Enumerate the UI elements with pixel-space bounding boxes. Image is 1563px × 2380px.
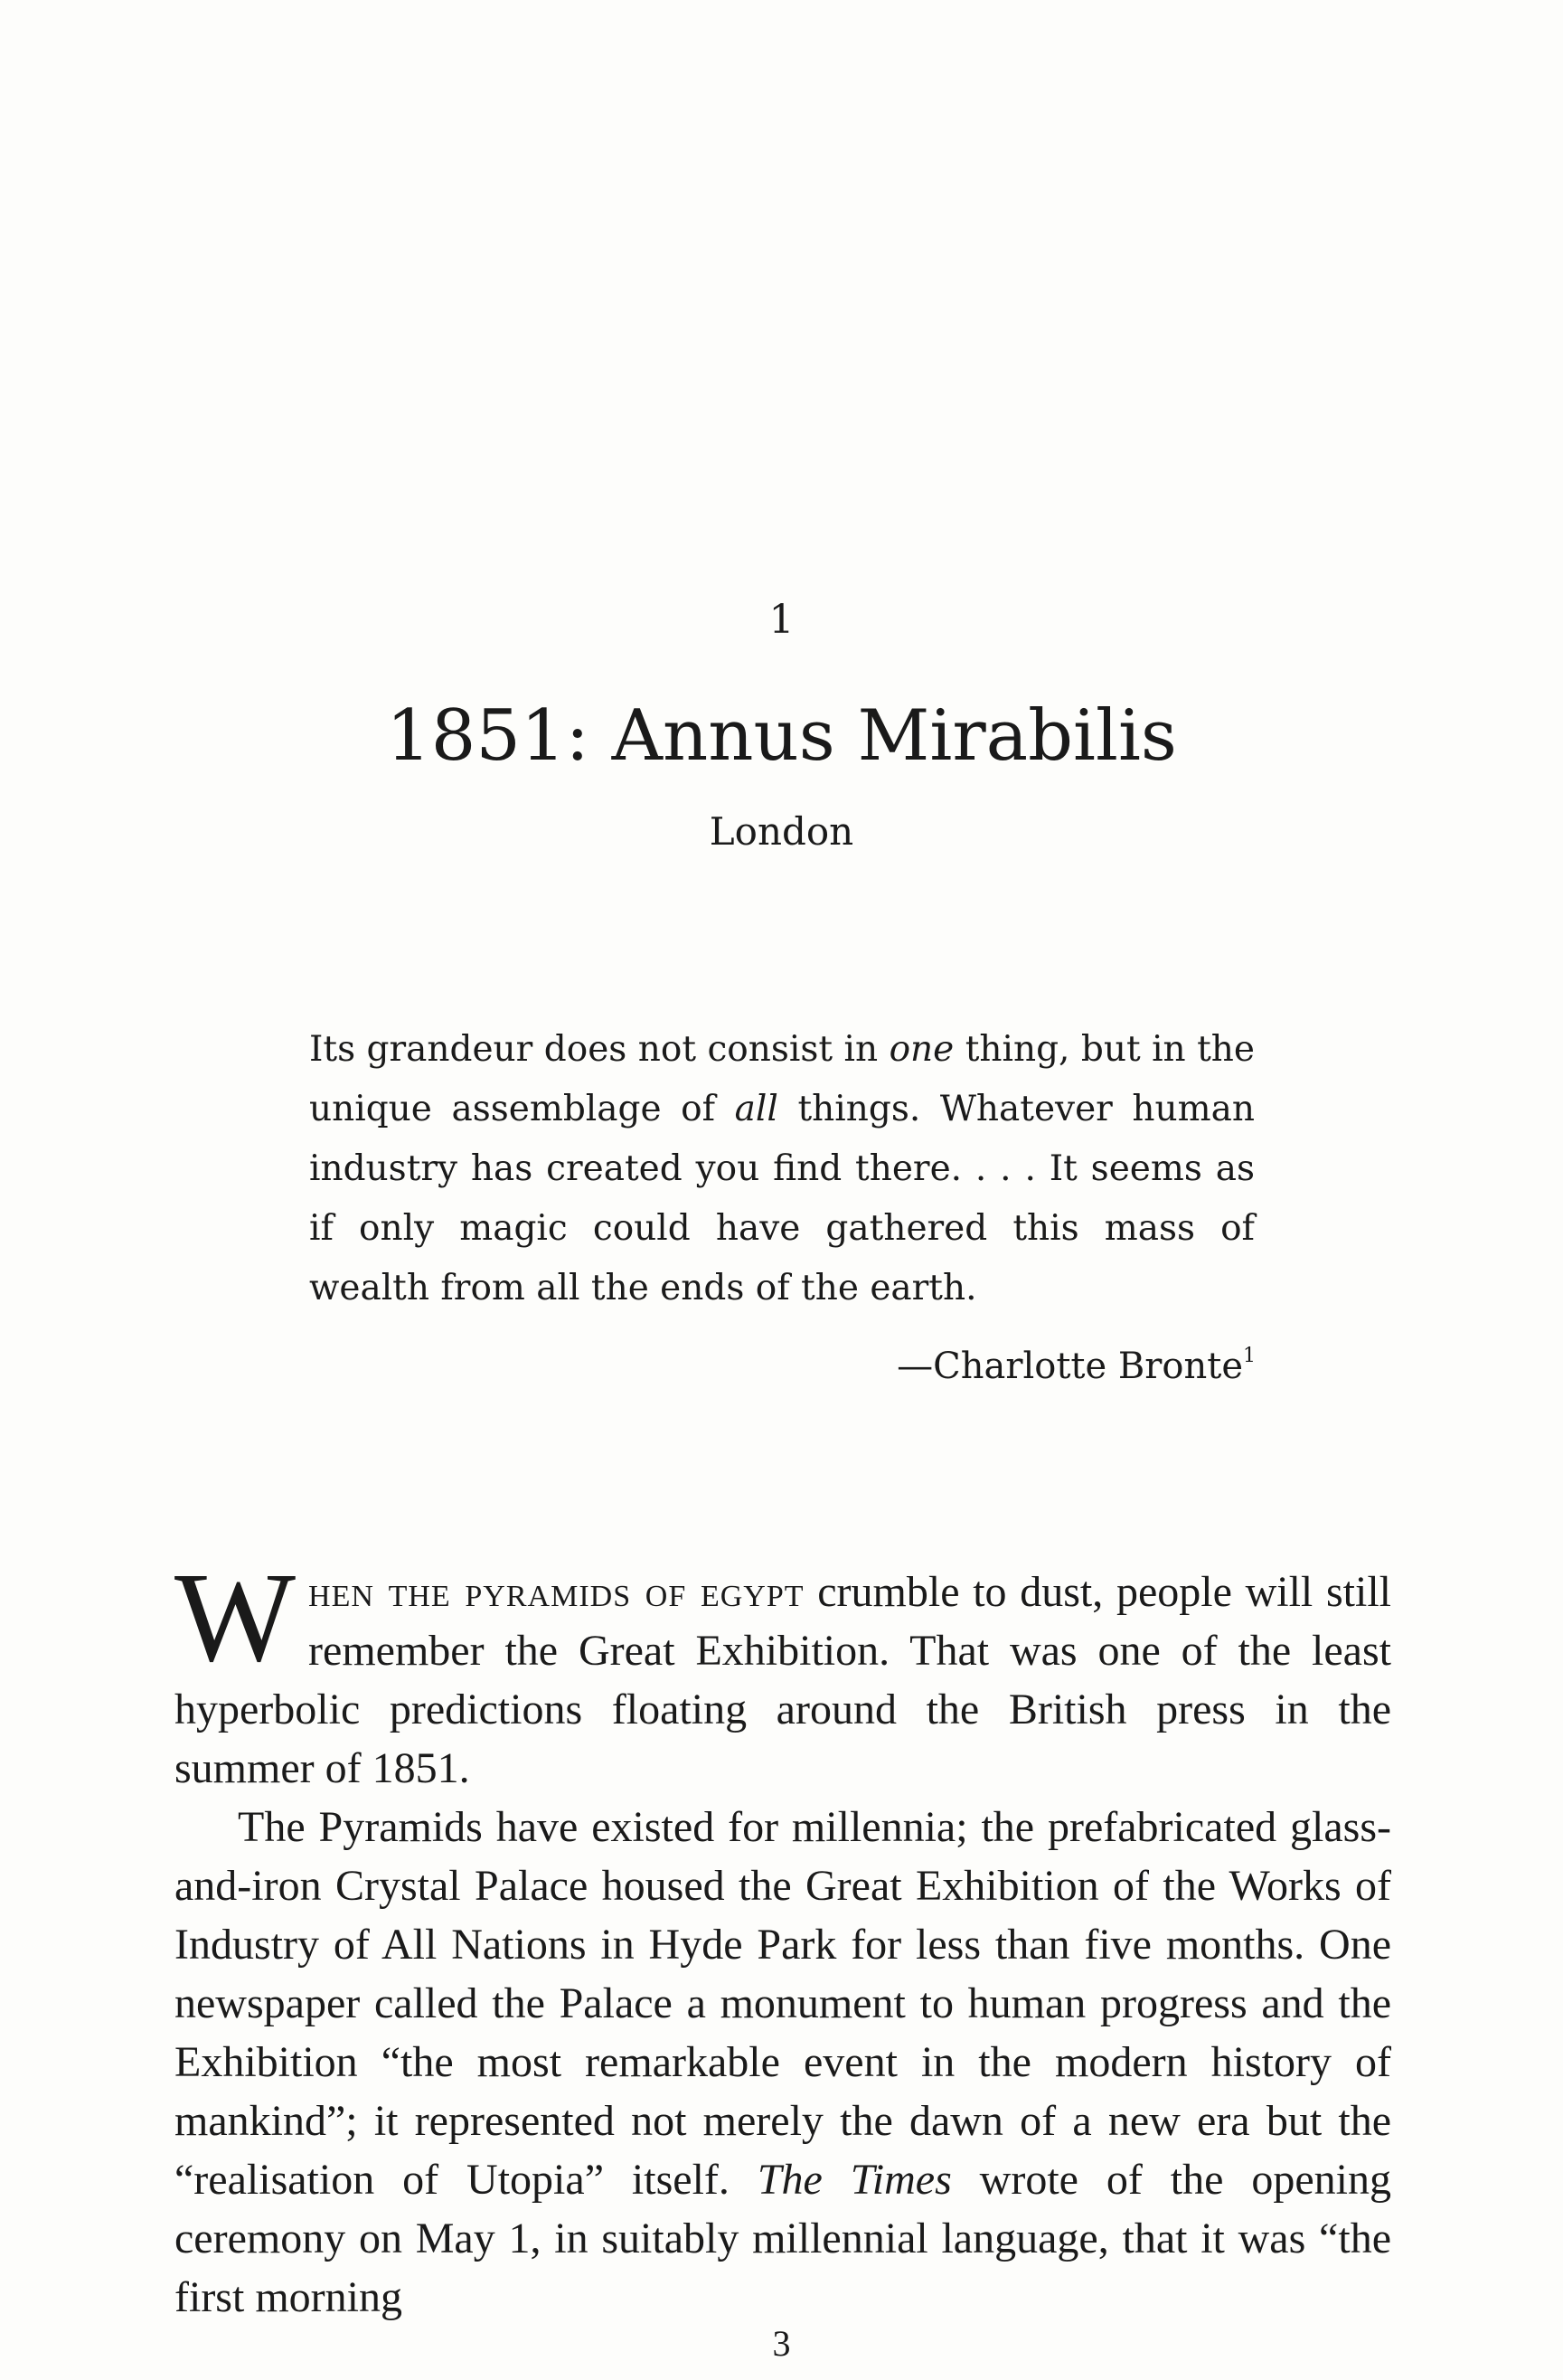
footnote-marker: 1 bbox=[1243, 1345, 1256, 1367]
paragraph-text: wrote of the opening ceremony on May 1, in suitably millennial language, that it was “the first morning bbox=[174, 2156, 1391, 2321]
paragraph bbox=[174, 1798, 1391, 2327]
small-caps-lead: hen the pyramids of egypt bbox=[308, 1568, 805, 1616]
epigraph-attribution bbox=[897, 1346, 1256, 1387]
chapter-place: London bbox=[709, 809, 854, 854]
attribution-author: —Charlotte Bronte bbox=[897, 1346, 1243, 1387]
newspaper-title: The Times bbox=[757, 2156, 952, 2204]
epigraph-text: Its grandeur does not consist in bbox=[309, 1029, 890, 1070]
paragraph-text: crumble to dust, people will still remember the Great Exhibition. That was one of the least hyperbolic predictions floating around the British press in the summer of 1851. bbox=[174, 1568, 1391, 1792]
chapter-title: 1851: Annus Mirabilis bbox=[386, 695, 1177, 777]
chapter-number: 1 bbox=[768, 597, 795, 643]
epigraph bbox=[309, 1020, 1255, 1318]
page-number: 3 bbox=[772, 2323, 791, 2364]
drop-cap: W bbox=[174, 1545, 297, 1688]
epigraph-text: things. Whatever human industry has created you find there. . . . It seems as if only magic could have gathered this mass of wealth from all the ends of the earth. bbox=[309, 1089, 1255, 1308]
epigraph-emphasis: one bbox=[889, 1029, 955, 1070]
body-text bbox=[174, 1545, 1391, 2327]
paragraph bbox=[174, 1545, 1391, 1798]
paragraph-text: The Pyramids have existed for millennia; the prefabricated glass-and-iron Crystal Palace housed the Great Exhibition of the Works of Industry of All Nations in Hyde Park for less than five months. One newspaper called the Palace a monument to human progress and the Exhibition “the most remarkable event in the modern history of mankind”; it represented not merely the dawn of a new era but the “realisation of Utopia” itself. bbox=[174, 1803, 1391, 2204]
epigraph-emphasis: all bbox=[734, 1089, 778, 1129]
epigraph-text: thing, but in the unique assemblage of bbox=[309, 1029, 1255, 1129]
